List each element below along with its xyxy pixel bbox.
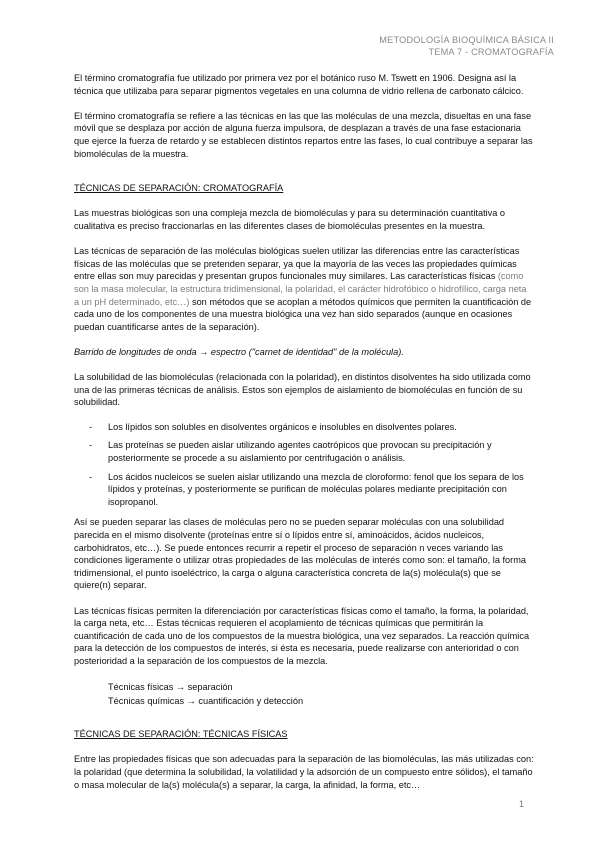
section1-paragraph-4: Así se pueden separar las clases de moléculas pero no se pueden separar moléculas con una solubilidad parecida en el mismo disolvente (proteínas entre sí o lípidos entre sí, aminoácidos, ácidos nucleicos, carbohidratos, etc…). Se puede entonces recurrir a repetir el proceso de separación n veces variando las condiciones ligeramente o utilizar otras propiedades de las moléculas de interés como son: el tamaño, la forma tridimensional, el punto isoeléctrico, la carga o alguna característica concreta de la(s) molécula(s) que se quiere(n) separar. <box>74 517 526 591</box>
list-item <box>74 439 534 464</box>
list-item-text: Los ácidos nucleicos se suelen aislar utilizando una mezcla de cloroformo: fenol que los separa de los lípidos y proteínas, y posteriormente se purifican de moléculas polares mediante precipitación con isopropanol. <box>108 471 524 507</box>
bullet-mark: - <box>89 471 93 482</box>
solubility-examples-list <box>74 421 534 509</box>
document-body <box>74 72 534 791</box>
section1-paragraph-2-end: son métodos que se acoplan a métodos químicos que permiten la cuantificación de cada uno de los componentes de una muestra biológica una vez han sido separados (aunque en ocasiones puedan cuantificarse antes de la separación). <box>74 296 532 332</box>
bullet-mark: - <box>89 440 93 451</box>
section1-paragraph-5: Las técnicas físicas permiten la diferenciación por características físicas como el tamaño, la forma, la polaridad, la carga neta, etc… Estas técnicas requieren el acoplamiento de técnicas químicas que permitirán la cuantificación de cada uno de los compuestos de la muestra biológica, una vez separados. La reacción química para la detección de los compuestos de interés, si ésta es necesaria, puede realizarse con anterioridad o con posterioridad a la separación de los compuestos de la mezcla. <box>74 605 530 666</box>
section-heading-tecnicas-fisicas: TÉCNICAS DE SEPARACIÓN: TÉCNICAS FÍSICAS <box>74 729 288 740</box>
header-topic-title: TEMA 7 - CROMATOGRAFÍA <box>428 47 554 57</box>
page-number: 1 <box>518 799 524 809</box>
section1-paragraph-2 <box>74 245 534 333</box>
section1-paragraph-1: Las muestras biológicas son una compleja mezcla de biomoléculas y para su determinación cuantitativa o cualitativa es preciso fraccionarlas en las diferentes clases de biomoléculas presentes en la muestra. <box>74 208 506 231</box>
bullet-mark: - <box>89 421 93 432</box>
header-course-title: METODOLOGÍA BIOQUÍMICA BÁSICA II <box>379 35 554 45</box>
chemical-techniques-line: Técnicas químicas → cuantificación y detección <box>108 696 304 707</box>
physical-techniques-line: Técnicas físicas → separación <box>108 682 233 693</box>
section2-paragraph-1: Entre las propiedades físicas que son adecuadas para la separación de las biomoléculas, las más utilizadas con: la polaridad (que determina la solubilidad, la volatilidad y la adsorción de un compuesto entre sólidos), el tamaño o masa molecular de la(s) molécula(s) a separar, la carga, la afinidad, la forma, etc… <box>74 754 534 790</box>
intro-paragraph-1: El término cromatografía fue utilizado por primera vez por el botánico ruso M. Tswett en 1906. Designa así la técnica que utilizaba para separar pigmentos vegetales en una columna de vidrio rellena de carbonato cálcico. <box>74 73 524 96</box>
section-heading-cromatografia: TÉCNICAS DE SEPARACIÓN: CROMATOGRAFÍA <box>74 183 284 194</box>
list-item <box>74 471 534 509</box>
section1-paragraph-2-aside: (como son la masa molecular, la estructura tridimensional, la polaridad, el carácter hidrofóbico o hidrofílico, carga neta a un pH determinado, etc…) <box>74 271 527 307</box>
page-header <box>379 34 554 58</box>
section1-paragraph-2-start: Las técnicas de separación de las moléculas biológicas suelen utilizar las diferencias entre las características físicas de las moléculas que se pretenden separar, ya que la mayoría de las veces las propiedades químicas entre ellas son muy parecidas y presentan grupos funcionales muy similares. Las características físicas <box>74 246 520 282</box>
techniques-summary <box>74 680 534 708</box>
spectrum-note: Barrido de longitudes de onda → espectro ("carnet de identidad" de la molécula). <box>74 346 404 357</box>
list-item-text: Los lípidos son solubles en disolventes orgánicos e insolubles en disolventes polares. <box>108 421 457 432</box>
list-item <box>74 421 534 434</box>
list-item-text: Las proteínas se pueden aislar utilizando agentes caotrópicos que provocan su precipitación y posteriormente se procede a su aislamiento por centrifugación o análisis. <box>108 440 492 464</box>
section1-paragraph-3: La solubilidad de las biomoléculas (relacionada con la polaridad), en distintos disolventes ha sido utilizada como una de las primeras técnicas de análisis. Estos son ejemplos de aislamiento de biomoléculas en función de su solubilidad. <box>74 372 531 408</box>
intro-paragraph-2: El término cromatografía se refiere a las técnicas en las que las moléculas de una mezcla, disueltas en una fase móvil que se desplaza por acción de alguna fuerza impulsora, de desplazan a través de una fase estacionaria que ejerce la fuerza de retardo y se establecen distintos repartos entre las fases, lo cual contribuye a separar las biomoléculas de la muestra. <box>74 110 533 159</box>
